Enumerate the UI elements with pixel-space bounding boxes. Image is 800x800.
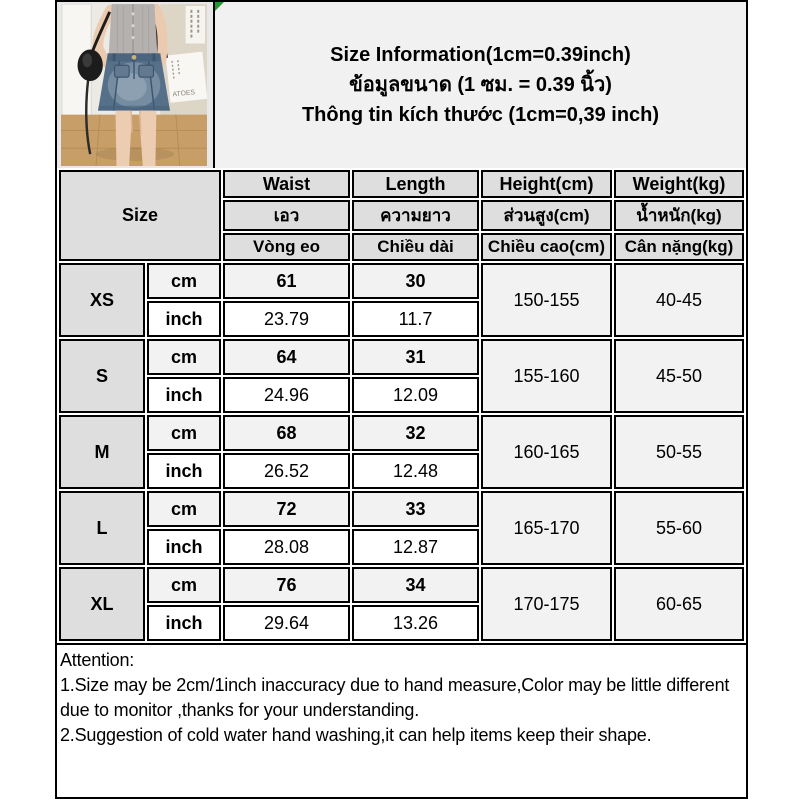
col-header-waist-th: เอว — [223, 200, 350, 231]
col-header-height-vi: Chiều cao(cm) — [481, 233, 612, 261]
unit-cm-cell: cm — [147, 567, 221, 603]
height-range: 150-155 — [481, 263, 612, 337]
unit-cm-cell: cm — [147, 415, 221, 451]
table-row-s-cm — [59, 339, 744, 375]
corner-flag-icon — [215, 2, 224, 11]
unit-inch-cell: inch — [147, 301, 221, 337]
length-inch-value: 12.87 — [352, 529, 479, 565]
product-photo — [61, 4, 207, 166]
banner-text: ATOES — [172, 89, 196, 99]
col-header-weight: Weight(kg) — [614, 170, 744, 198]
photo-poster — [186, 6, 205, 44]
weight-range: 50-55 — [614, 415, 744, 489]
waist-cm-value: 61 — [223, 263, 350, 299]
waist-cm-value: 64 — [223, 339, 350, 375]
waist-inch-value: 28.08 — [223, 529, 350, 565]
unit-inch-cell: inch — [147, 453, 221, 489]
header-row-en — [59, 170, 744, 198]
unit-inch-cell: inch — [147, 377, 221, 413]
table-row-xl-cm — [59, 567, 744, 603]
size-header-cell: Size — [59, 170, 221, 261]
title-cell — [215, 2, 746, 168]
waist-inch-value: 24.96 — [223, 377, 350, 413]
size-table-wrap — [55, 168, 748, 645]
col-header-length: Length — [352, 170, 479, 198]
skirt-pocket-right — [139, 65, 154, 77]
size-cell: M — [59, 415, 145, 489]
weight-range: 45-50 — [614, 339, 744, 413]
height-range: 170-175 — [481, 567, 612, 641]
length-inch-value: 11.7 — [352, 301, 479, 337]
size-cell: S — [59, 339, 145, 413]
attention-box — [55, 643, 748, 799]
length-cm-value: 34 — [352, 567, 479, 603]
weight-range: 40-45 — [614, 263, 744, 337]
height-range: 160-165 — [481, 415, 612, 489]
col-header-weight-th: น้ำหนัก(kg) — [614, 200, 744, 231]
size-chart-sheet — [55, 0, 748, 799]
col-header-height-th: ส่วนสูง(cm) — [481, 200, 612, 231]
col-header-length-th: ความยาว — [352, 200, 479, 231]
attention-line-3: 2.Suggestion of cold water hand washing,it can help items keep their shape. — [60, 725, 652, 745]
table-row-m-cm — [59, 415, 744, 451]
unit-cm-cell: cm — [147, 263, 221, 299]
weight-range: 55-60 — [614, 491, 744, 565]
height-range: 155-160 — [481, 339, 612, 413]
col-header-length-vi: Chiều dài — [352, 233, 479, 261]
title-vietnamese: Thông tin kích thước (1cm=0,39 inch) — [301, 104, 660, 126]
size-cell: L — [59, 491, 145, 565]
size-table — [57, 168, 746, 643]
length-inch-value: 12.09 — [352, 377, 479, 413]
height-range: 165-170 — [481, 491, 612, 565]
photo-banner — [166, 52, 207, 103]
unit-cm-cell: cm — [147, 491, 221, 527]
skirt-button — [132, 55, 137, 60]
skirt-pocket-left — [115, 65, 130, 77]
size-cell: XL — [59, 567, 145, 641]
length-cm-value: 30 — [352, 263, 479, 299]
length-cm-value: 33 — [352, 491, 479, 527]
length-inch-value: 13.26 — [352, 605, 479, 641]
product-photo-cell — [57, 2, 215, 168]
size-cell: XS — [59, 263, 145, 337]
length-cm-value: 32 — [352, 415, 479, 451]
waist-inch-value: 26.52 — [223, 453, 350, 489]
col-header-waist: Waist — [223, 170, 350, 198]
table-row-l-cm — [59, 491, 744, 527]
waist-cm-value: 68 — [223, 415, 350, 451]
waist-cm-value: 76 — [223, 567, 350, 603]
attention-heading: Attention: — [60, 650, 135, 670]
unit-inch-cell: inch — [147, 529, 221, 565]
col-header-waist-vi: Vòng eo — [223, 233, 350, 261]
attention-line-1: 1.Size may be 2cm/1inch inaccuracy due to hand measure,Color may be little different — [60, 675, 730, 695]
weight-range: 60-65 — [614, 567, 744, 641]
length-cm-value: 31 — [352, 339, 479, 375]
length-inch-value: 12.48 — [352, 453, 479, 489]
waist-inch-value: 23.79 — [223, 301, 350, 337]
header-row — [55, 0, 748, 170]
unit-cm-cell: cm — [147, 339, 221, 375]
attention-line-2: due to monitor ,thanks for your understanding. — [60, 700, 420, 720]
col-header-height: Height(cm) — [481, 170, 612, 198]
waist-cm-value: 72 — [223, 491, 350, 527]
unit-inch-cell: inch — [147, 605, 221, 641]
table-row-xs-cm — [59, 263, 744, 299]
title-english: Size Information(1cm=0.39inch) — [330, 44, 631, 66]
col-header-weight-vi: Cân nặng(kg) — [614, 233, 744, 261]
waist-inch-value: 29.64 — [223, 605, 350, 641]
title-thai: ข้อมูลขนาด (1 ซม. = 0.39 นิ้ว) — [349, 74, 612, 96]
